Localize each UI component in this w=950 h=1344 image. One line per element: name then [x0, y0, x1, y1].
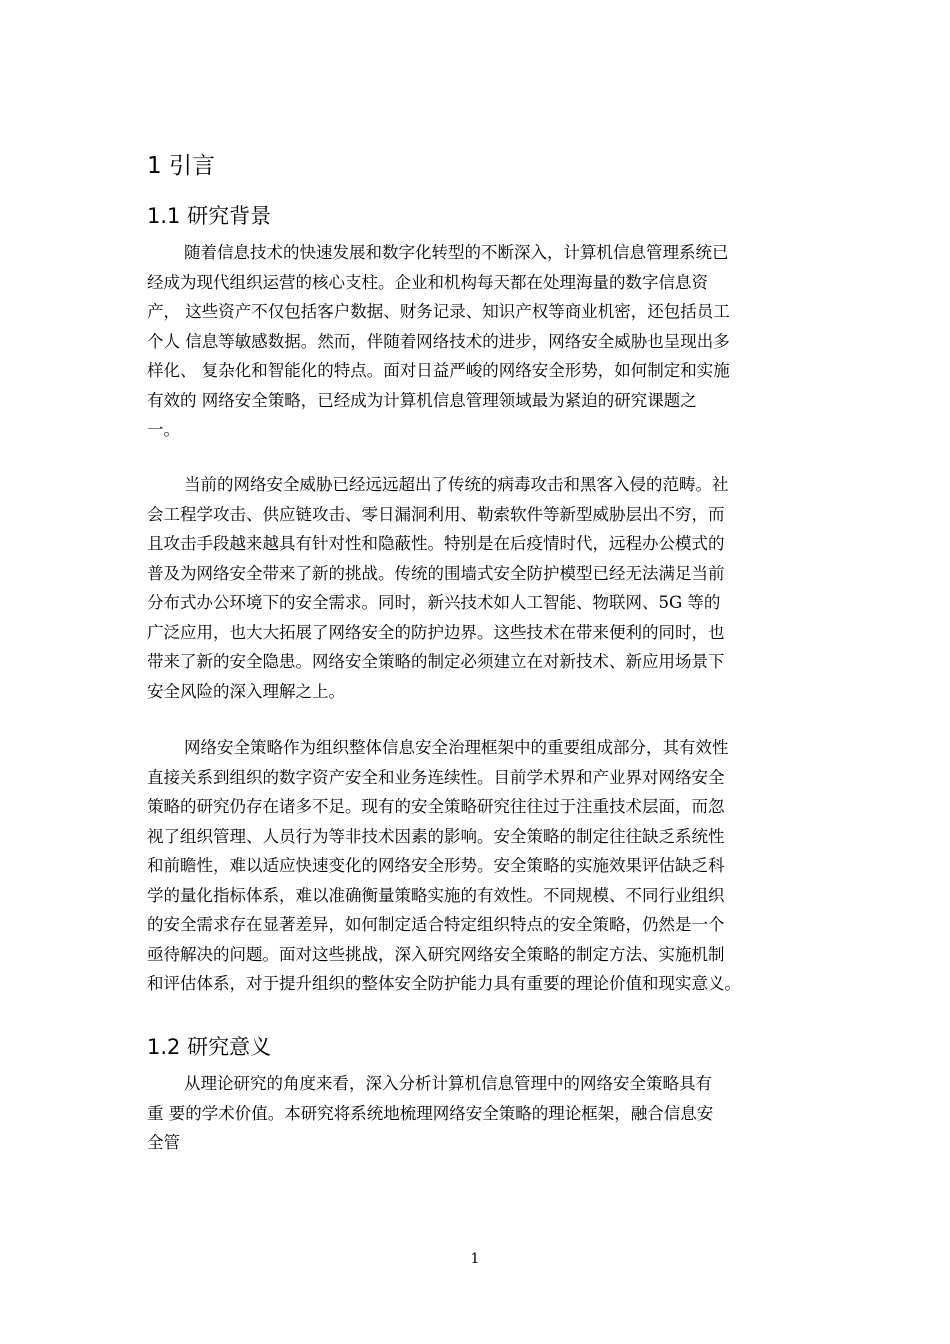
paragraph-line: 策略的研究仍存在诸多不足。现有的安全策略研究往往过于注重技术层面，而忽 [147, 797, 725, 816]
paragraph-line: 有效的 网络安全策略，已经成为计算机信息管理领域最为紧迫的研究课题之 [147, 390, 697, 410]
paragraph [147, 733, 827, 999]
paragraph-line: 个人 信息等敏感数据。然而，伴随着网络技术的进步，网络安全威胁也呈现出多 [147, 331, 730, 351]
paragraph-line: 的安全需求存在显著差异，如何制定适合特定组织特点的安全策略，仍然是一个 [147, 915, 725, 934]
paragraph-line: 经成为现代组织运营的核心支柱。企业和机构每天都在处理海量的数字信息资 [147, 272, 708, 292]
paragraph-line: 重 要的学术价值。本研究将系统地梳理网络安全策略的理论框架，融合信息安 [147, 1103, 714, 1123]
paragraph-line: 且攻击手段越来越具有针对性和隐蔽性。特别是在后疫情时代，远程办公模式的 [147, 534, 725, 553]
paragraph-line: 广泛应用，也大大拓展了网络安全的防护边界。这些技术在带来便利的同时，也 [147, 622, 725, 642]
paragraph [147, 470, 827, 706]
paragraph-line: 一。 [147, 420, 180, 439]
paragraph-line: 亟待解决的问题。面对这些挑战，深入研究网络安全策略的制定方法、实施机制 [147, 944, 725, 964]
paragraph-line: 产， 这些资产不仅包括客户数据、财务记录、知识产权等商业机密，还包括员工 [147, 302, 730, 321]
page-number: 1 [470, 1251, 480, 1267]
paragraph [147, 1069, 827, 1158]
paragraph-line: 会工程学攻击、供应链攻击、零日漏洞利用、勒索软件等新型威胁层出不穷，而 [147, 504, 725, 524]
paragraph-line: 学的量化指标体系，难以准确衡量策略实施的有效性。不同规模、不同行业组织 [147, 885, 725, 905]
paragraph-line: 网络安全策略作为组织整体信息安全治理框架中的重要组成部分，其有效性 [184, 738, 729, 757]
section-title-research-significance: 1.2 研究意义 [147, 1035, 272, 1059]
chapter-title: 1 引言 [147, 153, 215, 179]
paragraph [147, 238, 827, 445]
paragraph-line: 和前瞻性，难以适应快速变化的网络安全形势。安全策略的实施效果评估缺乏科 [147, 856, 725, 875]
paragraph-line: 普及为网络安全带来了新的挑战。传统的围墙式安全防护模型已经无法满足当前 [147, 563, 725, 583]
paragraph-line: 安全风险的深入理解之上。 [147, 681, 345, 701]
paragraph-line: 全管 [147, 1133, 180, 1152]
section-title-research-background: 1.1 研究背景 [147, 204, 272, 228]
paragraph-line: 分布式办公环境下的安全需求。同时，新兴技术如人工智能、物联网、5G 等的 [147, 593, 721, 612]
paragraph-line: 视了组织管理、人员行为等非技术因素的影响。安全策略的制定往往缺乏系统性 [147, 826, 725, 846]
paragraph-line: 和评估体系，对于提升组织的整体安全防护能力具有重要的理论价值和现实意义。 [147, 974, 741, 993]
paragraph-line: 带来了新的安全隐患。网络安全策略的制定必须建立在对新技术、新应用场景下 [147, 652, 725, 671]
paragraph-line: 直接关系到组织的数字资产安全和业务连续性。目前学术界和产业界对网络安全 [147, 767, 725, 787]
paragraph-line: 样化、 复杂化和智能化的特点。面对日益严峻的网络安全形势，如何制定和实施 [147, 361, 730, 380]
paragraph-line: 当前的网络安全威胁已经远远超出了传统的病毒攻击和黑客入侵的范畴。社 [184, 475, 729, 494]
paragraph-line: 随着信息技术的快速发展和数字化转型的不断深入，计算机信息管理系统已 [184, 243, 729, 262]
paragraph-line: 从理论研究的角度来看，深入分析计算机信息管理中的网络安全策略具有 [184, 1074, 712, 1093]
